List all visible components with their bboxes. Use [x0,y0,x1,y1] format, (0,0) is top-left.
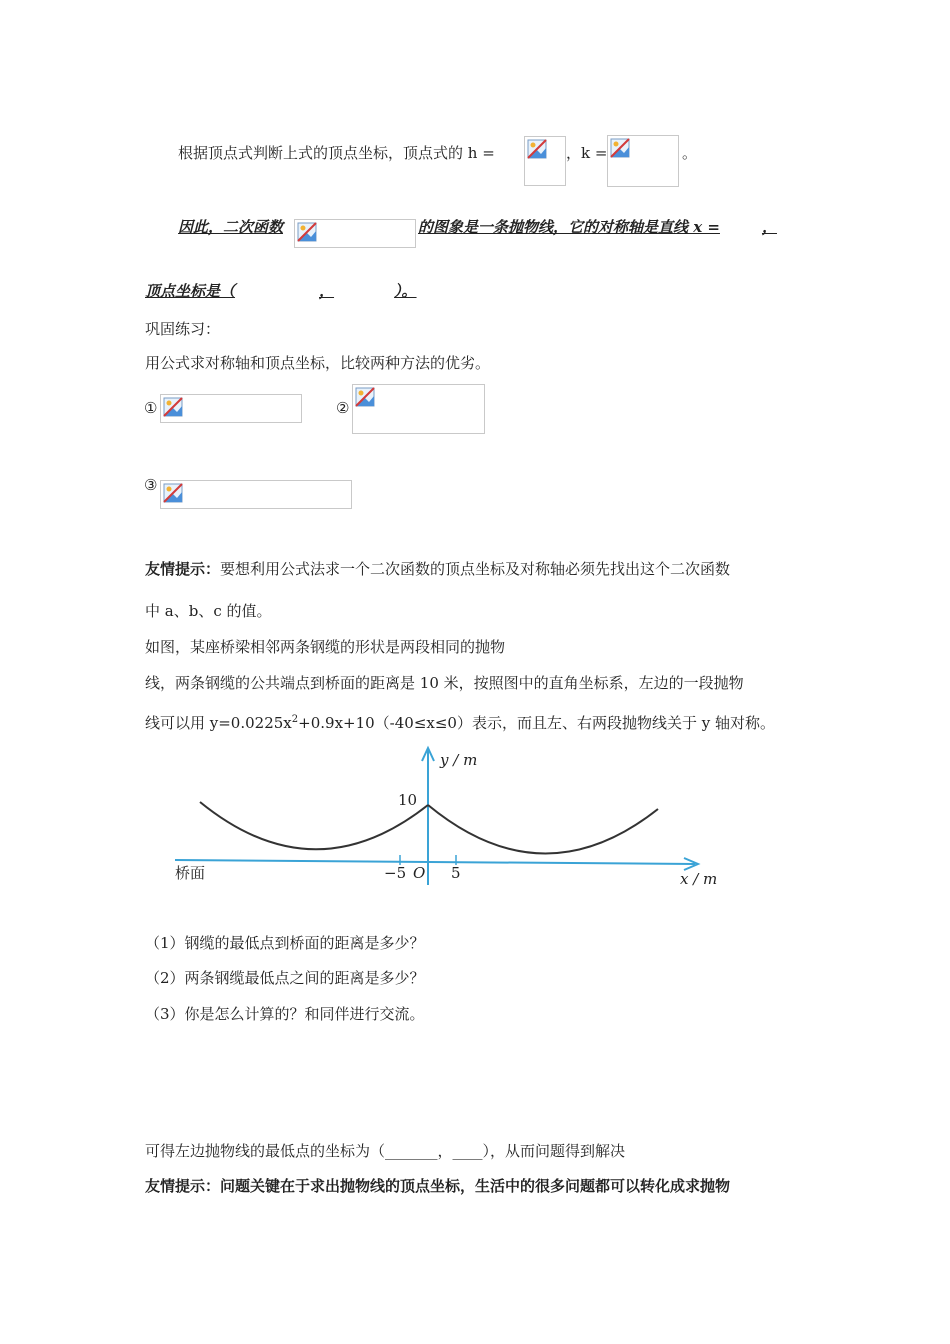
sentence-end: 。 [682,144,698,162]
right-cable [428,805,658,854]
left-cable [200,802,428,849]
broken-image-icon [355,387,375,407]
item-three-marker: ③ [144,476,158,494]
k-image-placeholder [607,135,679,187]
conclusion-sentence: 可得左边抛物线的最低点的坐标为（_______，____），从而问题得到解决 [145,1142,626,1160]
problem-line-3: 线可以用 $y=0.0225x^2+0.9x+10(-40\le x\le 0)$表示，而且左、右两段抛物线关于 y 轴对称。 [145,714,775,732]
tick-label-10: 10 [398,791,418,809]
bridge-cable-figure [160,745,740,895]
question-2: （2）两条钢缆最低点之间的距离是多少？ [145,969,425,987]
practice-instruction: 用公式求对称轴和顶点坐标，比较两种方法的优劣。 [145,354,491,372]
y-axis-label: y / m [440,751,478,769]
broken-image-icon [163,483,183,503]
question-1: （1）钢缆的最低点到桥面的距离是多少？ [145,934,425,952]
broken-image-icon [163,397,183,417]
vertex-form-sentence: 根据顶点式判断上式的顶点坐标，顶点式的 h = [178,144,495,162]
vertex-coordinates-blank: 顶点坐标是（ ， ）。 [145,282,417,300]
broken-image-icon [297,222,317,242]
item-three-image-placeholder [160,480,352,509]
item-two-marker: ② [336,399,350,417]
item-two-image-placeholder [352,384,485,434]
origin-label: O [413,864,426,882]
problem-line-1: 如图，某座桥梁相邻两条钢缆的形状是两段相同的抛物 [145,638,506,656]
hint-paragraph-2: 友情提示：问题关键在于求出抛物线的顶点坐标，生活中的很多问题都可以转化成求抛物 [145,1177,731,1195]
item-one-marker: ① [144,399,158,417]
hint-paragraph-1-cont: 中 a、b、c 的值。 [145,602,272,620]
broken-image-icon [610,138,630,158]
k-label: ，k = [566,144,608,162]
broken-image-icon [527,139,547,159]
question-3: （3）你是怎么计算的？和同伴进行交流。 [145,1005,425,1023]
problem-line-2: 线，两条钢缆的公共端点到桥面的距离是 10 米，按照图中的直角坐标系，左边的一段抛物 [145,674,744,692]
x-axis-label: x / m [680,870,718,888]
function-image-placeholder [294,219,416,248]
practice-title: 巩固练习： [145,320,221,338]
x-axis [175,860,695,864]
h-image-placeholder [524,136,566,186]
axis-of-symmetry-sentence: 的图象是一条抛物线，它的对称轴是直线 x = ， [418,218,777,236]
hint-paragraph-1: 友情提示：要想利用公式法求一个二次函数的顶点坐标及对称轴必须先找出这个二次函数 [145,560,731,578]
tick-label-neg5: −5 [384,864,407,882]
tick-label-5: 5 [451,864,461,882]
item-one-image-placeholder [160,394,302,423]
deck-label: 桥面 [175,864,206,882]
function-prefix: 因此，二次函数 [178,218,284,236]
